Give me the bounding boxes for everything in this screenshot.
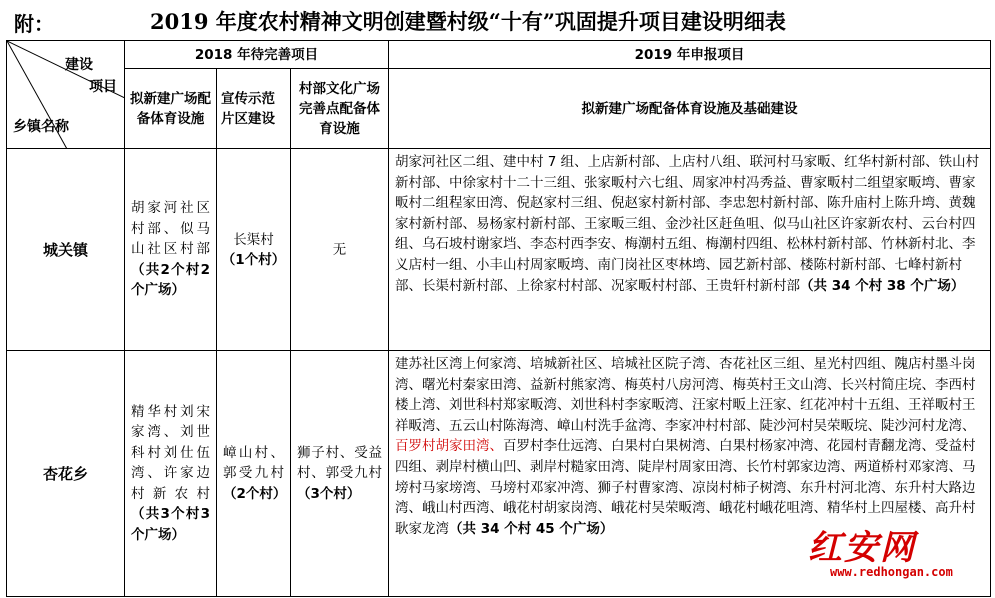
- corner-label-project: 项目: [89, 79, 117, 95]
- cell-new-square: 胡家河社区村部、似马山社区村部（共2个村2个广场）: [125, 149, 217, 351]
- title-row: [0, 0, 995, 40]
- cell-new-square: 精华村刘宋家湾、刘世科村刘仕伍湾、许家边村新农村（共3个村3个广场）: [125, 351, 217, 597]
- cell-culture-square: 无: [291, 149, 389, 351]
- cell-culture-square: 狮子村、受益村、郭受九村（3个村）: [291, 351, 389, 597]
- corner-label-town: 乡镇名称: [13, 119, 69, 135]
- col-header-new-square: 拟新建广场配备体育设施: [125, 69, 217, 149]
- col-header-2019-new-square: 拟新建广场配备体育设施及基础建设: [389, 69, 991, 149]
- town-name: 城关镇: [7, 149, 125, 351]
- cell-2019-list: 胡家河社区二组、建中村 7 组、上店新村部、上店村八组、联河村马家畈、红华村新村部、铁山村新村部、中徐家村十二十三组、张家畈村六七组、周家冲村冯秀益、曹家畈村二组望家畈塆、曹家畈村二组程家田湾、倪赵家村三组、倪赵家村新村部、李忠恕村新村部、陈升庙村上陈升塆、黄魏家村新村部、易杨家村新村部、王家畈三组、金沙社区赶鱼咀、似马山社区许家新农村、云台村四组、乌石坡村谢家垱、李态村西李安、梅潮村五组、梅潮村四组、松林村新村部、竹林新村北、李义店村一组、小丰山村周家畈塆、南门岗社区枣林塆、园艺新村部、楼陈村新村部、七峰村新村部、长渠村新村部、上徐家村村部、况家畈村村部、王贵轩村新村部（共 34 个村 38 个广场）: [389, 149, 991, 351]
- group-header-2018: 2018 年待完善项目: [125, 41, 389, 69]
- watermark: [760, 520, 990, 592]
- col-header-demo-area: 宣传示范片区建设: [217, 69, 291, 149]
- corner-label-build: 建设: [65, 57, 93, 73]
- highlighted-village: 百罗村胡家田湾、: [395, 438, 504, 455]
- col-header-culture-square: 村部文化广场完善点配备体育设施: [291, 69, 389, 149]
- town-name: 杏花乡: [7, 351, 125, 597]
- group-header-2019: 2019 年申报项目: [389, 41, 991, 69]
- project-table: [6, 40, 991, 597]
- cell-demo-area: 长渠村 （1个村）: [217, 149, 291, 351]
- watermark-url: www.redhongan.com: [830, 565, 953, 579]
- page-title: 2019 年度农村精神文明创建暨村级“十有”巩固提升项目建设明细表: [150, 9, 786, 34]
- cell-2019-list: 建苏社区湾上何家湾、培城新社区、培城社区院子湾、杏花社区三组、星光村四组、隗店村墨斗岗湾、曙光村秦家田湾、益新村熊家湾、梅英村八房河湾、梅英村王文山湾、长兴村简庄垸、李西村楼上湾、刘世科村郑家畈湾、刘世科村李家畈湾、汪家村畈上汪家、红花冲村十五组、王祥畈村王祥畈湾、五云山村陈海湾、嶂山村洗手盆湾、李家冲村村部、陡沙河村吴荣畈垸、陡沙河村龙湾、百罗村胡家田湾、百罗村李仕远湾、白果村白果树湾、白果村杨家冲湾、花园村青翻龙湾、受益村四组、剥岸村横山凹、剥岸村糙家田湾、陡岸村周家田湾、长竹村郭家边湾、两道桥村邓家湾、马塝村马家塝湾、马塝村邓家冲湾、狮子村曹家湾、凉岗村柿子树湾、东升村河北湾、东升村大路边湾、峨山村西湾、峨花村胡家岗湾、峨花村吴荣畈湾、峨花村峨花咀湾、精华村上四屋楼、高升村耿家龙湾（共 34 个村 45 个广场）: [389, 351, 991, 597]
- attachment-prefix: 附：: [14, 12, 54, 36]
- corner-header-cell: [7, 41, 125, 149]
- watermark-logo: 红安网: [808, 528, 916, 568]
- cell-demo-area: 嶂山村、郭受九村（2个村）: [217, 351, 291, 597]
